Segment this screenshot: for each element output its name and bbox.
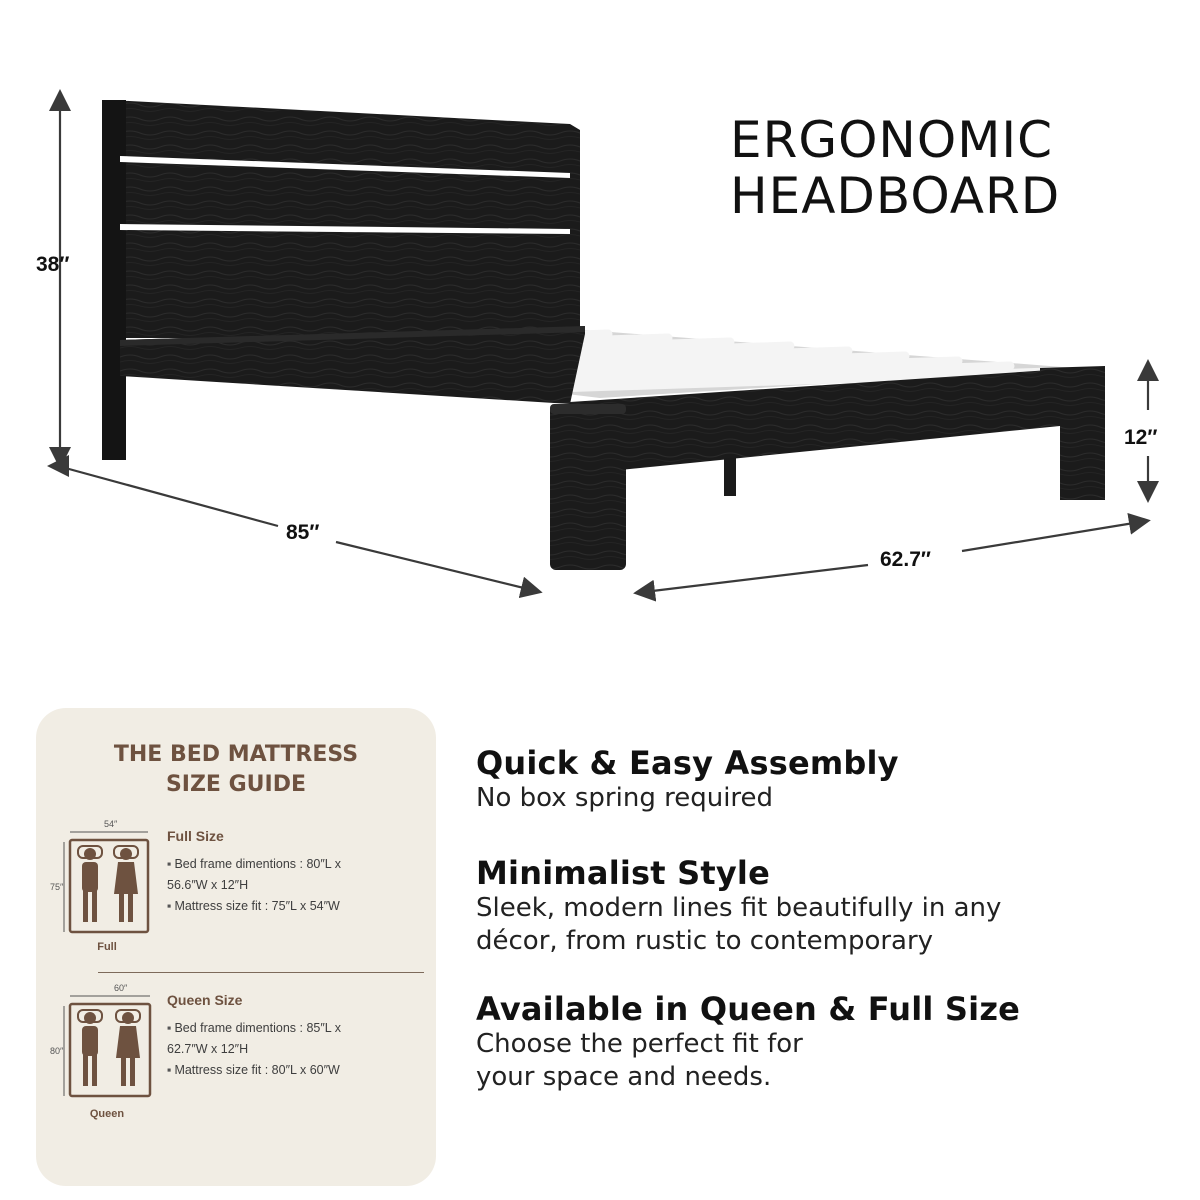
queen-size-block (36, 983, 436, 1162)
full-width-mark: 54″ (104, 819, 118, 829)
feature-style (476, 854, 1176, 958)
size-guide-title-line-1: THE BED MATTRESS (113, 742, 359, 767)
headline-line-1: ERGONOMIC (730, 111, 1053, 169)
feature-description: your space and needs. (476, 1062, 772, 1092)
feature-sizes (476, 990, 1176, 1094)
feature-title: Quick & Easy Assembly (476, 744, 899, 782)
queen-width-mark: 60″ (114, 983, 128, 993)
width-dimension-label: 62.7″ (880, 548, 931, 571)
queen-size-details (167, 1018, 417, 1081)
feature-description: No box spring required (476, 783, 774, 813)
full-detail-line: 56.6″W x 12″H (167, 878, 249, 892)
full-mattress-diagram (62, 828, 162, 940)
size-guide-divider (98, 972, 424, 973)
full-detail-line: ▪ Mattress size fit : 75″L x 54″W (167, 899, 340, 913)
full-size-name: Full Size (167, 828, 224, 844)
mattress-size-guide-card (36, 708, 436, 1186)
queen-detail-line: 62.7″W x 12″H (167, 1042, 249, 1056)
feature-description: Choose the perfect fit for (476, 1029, 803, 1059)
headline (730, 112, 1170, 224)
feature-description: Sleek, modern lines fit beautifully in any (476, 893, 1002, 923)
queen-mattress-diagram (62, 992, 162, 1104)
headline-line-2: HEADBOARD (730, 167, 1061, 225)
clearance-dimension-label: 12″ (1124, 426, 1158, 449)
queen-size-name: Queen Size (167, 992, 243, 1008)
full-size-details (167, 854, 417, 917)
full-detail-line: ▪ Bed frame dimentions : 80″L x (167, 857, 341, 871)
queen-detail-line: ▪ Bed frame dimentions : 85″L x (167, 1021, 341, 1035)
full-length-mark: 75″ (50, 882, 64, 892)
headboard (102, 100, 580, 460)
feature-assembly (476, 744, 1176, 815)
size-guide-title (36, 740, 436, 800)
feature-description: décor, from rustic to contemporary (476, 926, 934, 956)
queen-detail-line: ▪ Mattress size fit : 80″L x 60″W (167, 1063, 340, 1077)
length-dimension-label: 85″ (286, 521, 320, 544)
full-caption: Full (97, 941, 117, 953)
queen-caption: Queen (89, 1108, 125, 1120)
height-dimension-label: 38″ (36, 253, 70, 276)
size-guide-title-line-2: SIZE GUIDE (165, 772, 307, 797)
queen-length-mark: 80″ (50, 1046, 64, 1056)
feature-title: Minimalist Style (476, 854, 770, 892)
feature-title: Available in Queen & Full Size (476, 990, 1021, 1028)
